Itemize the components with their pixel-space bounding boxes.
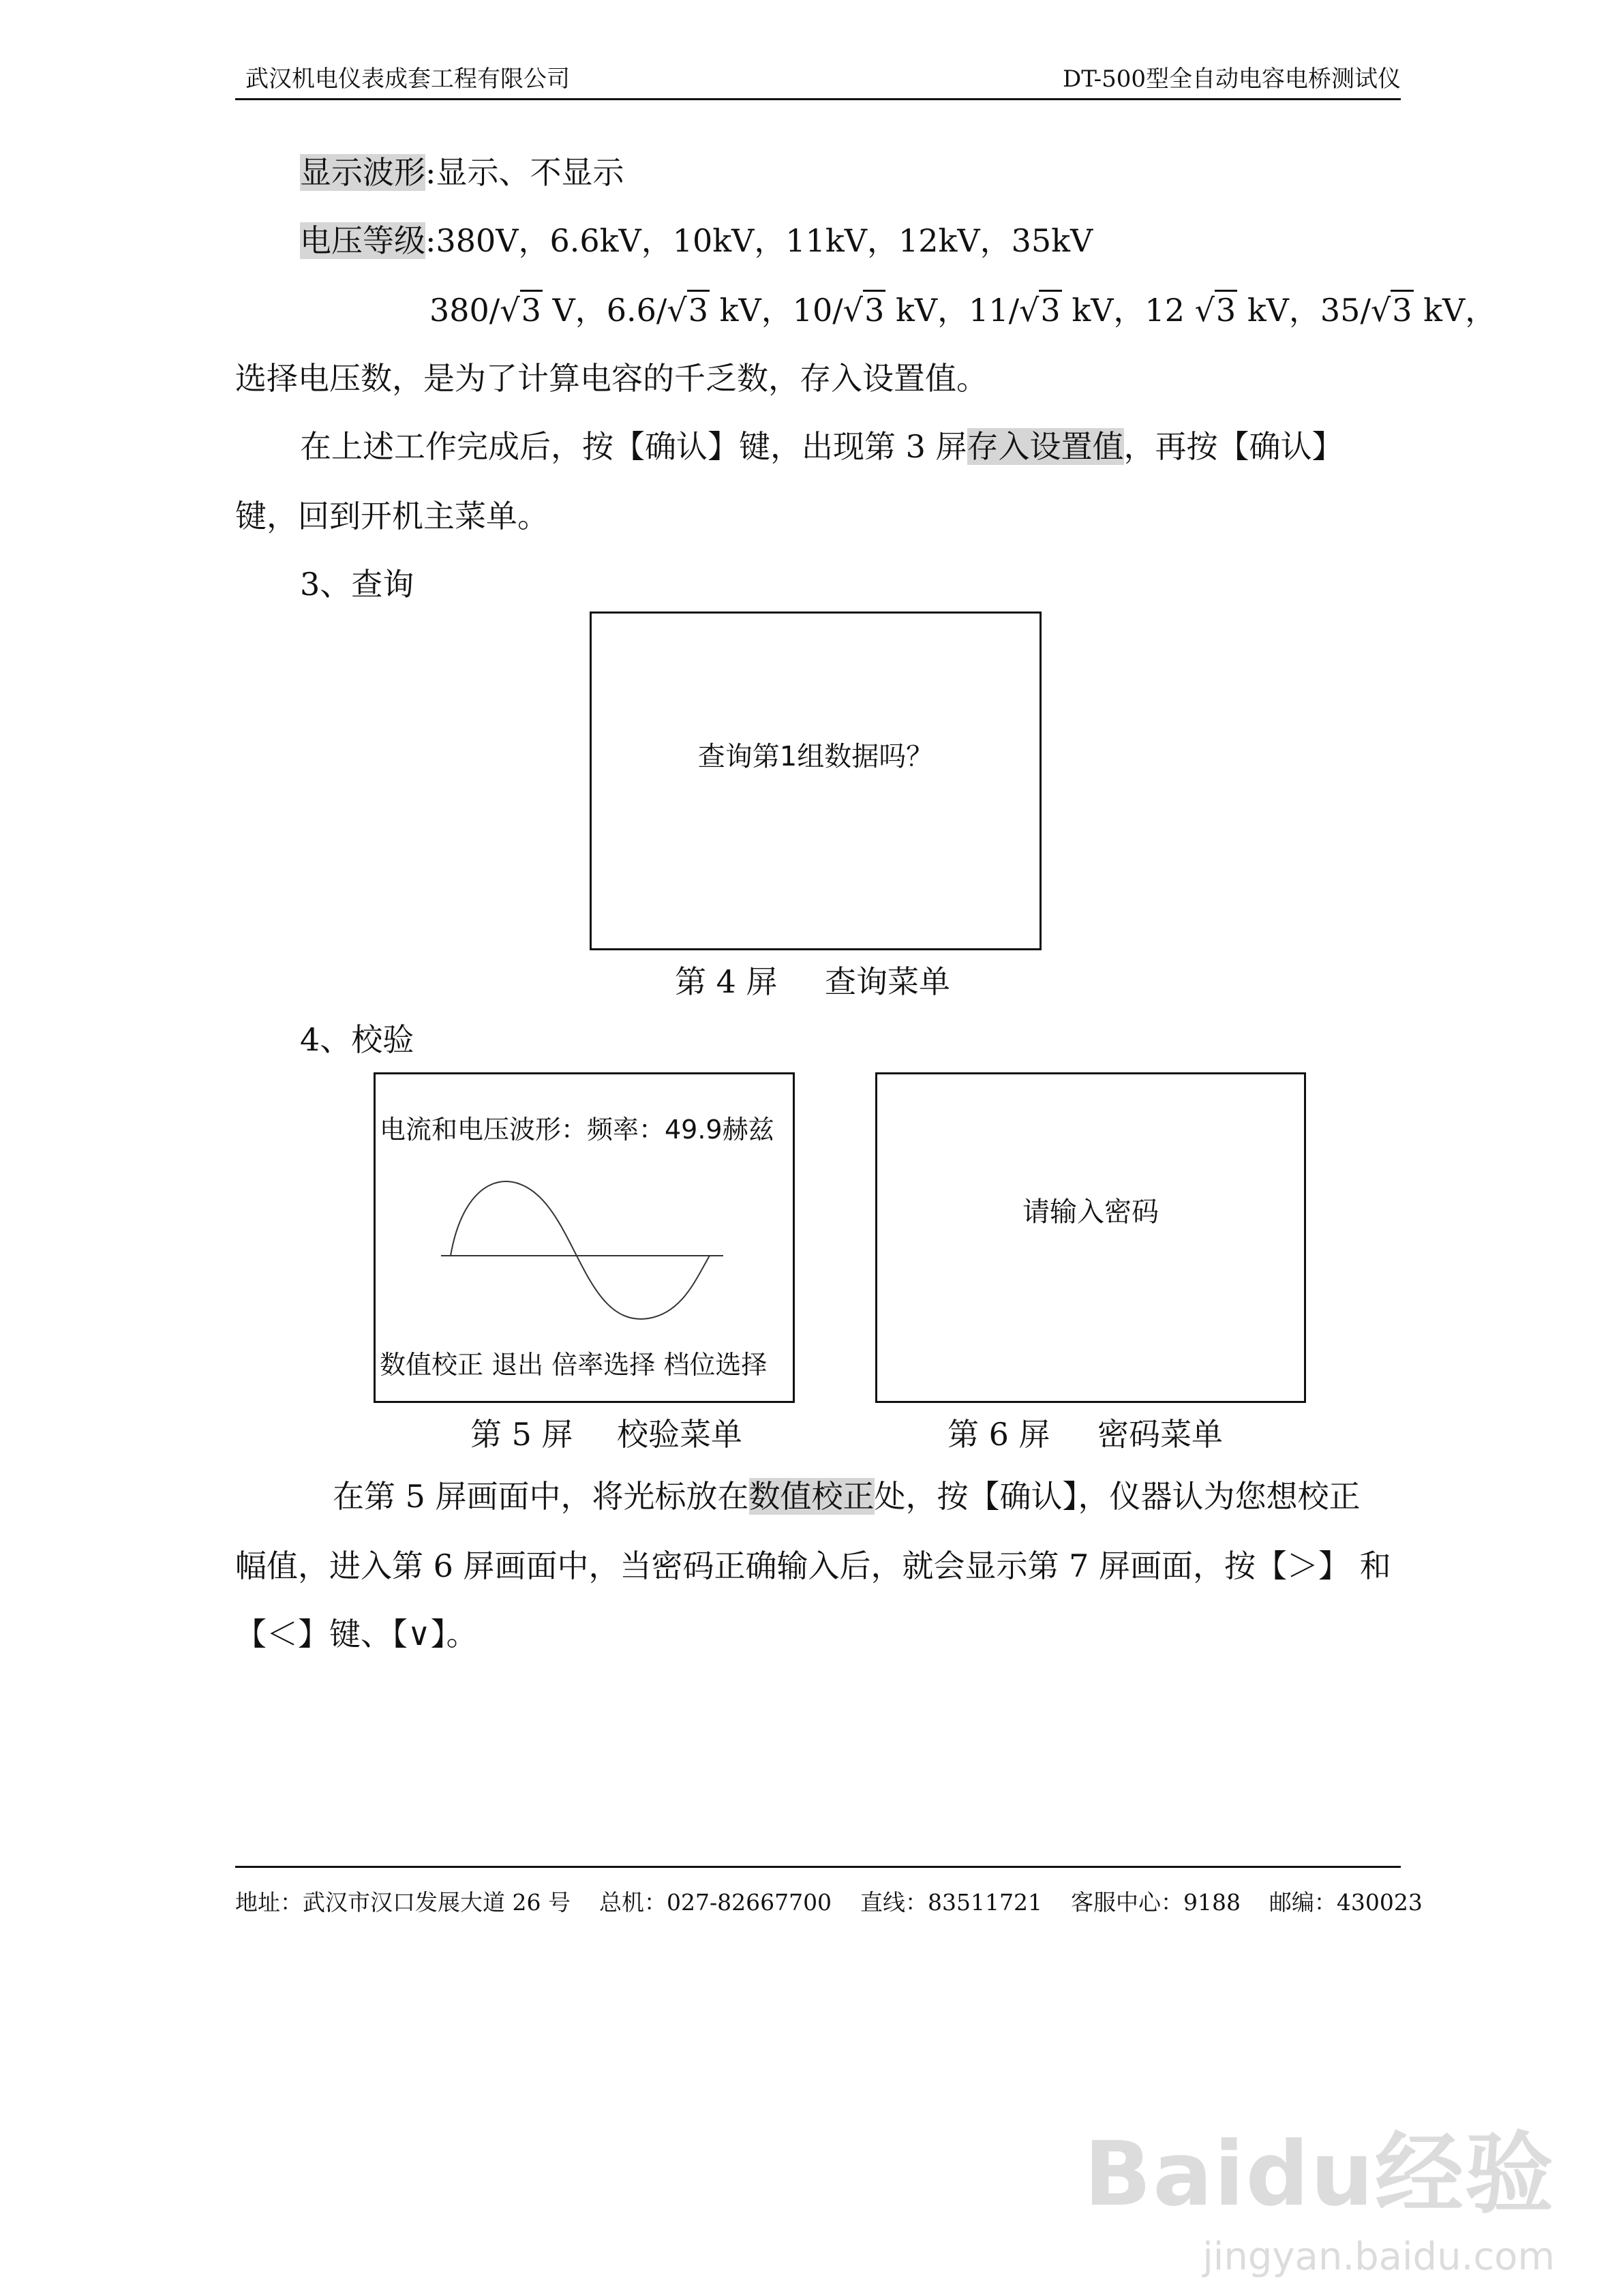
footer-service: 客服中心：9188	[1070, 1889, 1241, 1916]
screen-5-calibration	[374, 1072, 795, 1403]
header-product: DT-500型全自动电容电桥测试仪	[1063, 65, 1401, 93]
calibration-paragraph-line1: 在第 5 屏画面中，将光标放在数值校正处，按【确认】，仪器认为您想校正	[333, 1478, 1361, 1515]
voltage-label: 电压等级	[300, 222, 425, 259]
screen-4-query	[590, 611, 1042, 950]
menu-item-value-calibration[interactable]: 数值校正	[380, 1350, 484, 1380]
confirm-paragraph-line1: 在上述工作完成后，按【确认】键，出现第 3 屏存入设置值，再按【确认】	[300, 428, 1344, 465]
highlight-value-calibration: 数值校正	[748, 1478, 875, 1515]
screen-5-menu	[380, 1344, 767, 1381]
screen-6-caption-num: 第 6 屏	[947, 1416, 1050, 1453]
footer-address: 地址：武汉市汉口发展大道 26 号	[235, 1889, 571, 1916]
watermark	[1084, 2103, 1555, 2279]
footer-switchboard: 总机：027-82667700	[598, 1889, 832, 1916]
menu-item-range[interactable]: 档位选择	[663, 1350, 768, 1380]
header-divider	[235, 98, 1401, 100]
voltage-value: :380V，6.6kV，10kV，11kV，12kV，35kV	[425, 222, 1093, 259]
menu-item-multiplier[interactable]: 倍率选择	[551, 1350, 656, 1380]
footer-divider	[235, 1866, 1401, 1868]
footer-contact	[235, 1885, 1423, 1917]
screen-4-text: 查询第1组数据吗？	[697, 741, 934, 772]
screen-6-password	[875, 1072, 1306, 1403]
calibration-paragraph-line3: 【＜】键、【∨】。	[235, 1616, 478, 1652]
voltage-sqrt-line: 380/√3 V，6.6/√3 kV，10/√3 kV，11/√3 kV，12 √3 kV，35/√3 kV，	[429, 286, 1496, 334]
sqrt-item: 6.6/√3 kV	[607, 292, 761, 329]
footer-postcode: 邮编：430023	[1269, 1889, 1423, 1916]
voltage-explain: 选择电压数，是为了计算电容的千乏数，存入设置值。	[235, 360, 988, 397]
waveform-value: :显示、不显示	[425, 154, 624, 191]
screen-4-caption-num: 第 4 屏	[675, 963, 778, 1000]
voltage-line	[300, 217, 1093, 265]
screen-4-caption-name: 查询菜单	[825, 963, 950, 1000]
calibration-paragraph-line2: 幅值，进入第 6 屏画面中，当密码正确输入后，就会显示第 7 屏画面，按【＞】 和	[235, 1547, 1391, 1584]
waveform-label: 显示波形	[300, 154, 425, 191]
section-calibration-title: 4、校验	[300, 1021, 414, 1058]
sqrt-item: 11/√3 kV	[969, 292, 1113, 329]
screen-6-caption-name: 密码菜单	[1097, 1416, 1223, 1453]
screen-5-caption-num: 第 5 屏	[470, 1416, 573, 1453]
section-query-title: 3、查询	[300, 566, 414, 603]
screen-5-title: 电流和电压波形：频率：49.9赫兹	[380, 1115, 774, 1145]
watermark-brand: Baidu经验	[1084, 2122, 1555, 2226]
sqrt-item: 380/√3 V	[429, 292, 575, 329]
sqrt-item: 35/√3 kV	[1320, 292, 1465, 329]
sine-wave-line	[451, 1181, 710, 1319]
highlight-save-settings: 存入设置值	[967, 428, 1124, 465]
footer-direct: 直线：83511721	[860, 1889, 1042, 1916]
header-company: 武汉机电仪表成套工程有限公司	[245, 65, 570, 93]
menu-item-exit[interactable]: 退出	[491, 1350, 544, 1380]
screen-5-caption-name: 校验菜单	[617, 1416, 742, 1453]
watermark-url: jingyan.baidu.com	[1202, 2235, 1555, 2279]
screen-6-text: 请输入密码	[1022, 1196, 1159, 1228]
confirm-paragraph-line2: 键，回到开机主菜单。	[235, 498, 549, 534]
sqrt-item: 12 √3 kV	[1144, 292, 1288, 329]
sqrt-item: 10/√3 kV	[793, 292, 937, 329]
waveform-line	[300, 149, 624, 196]
